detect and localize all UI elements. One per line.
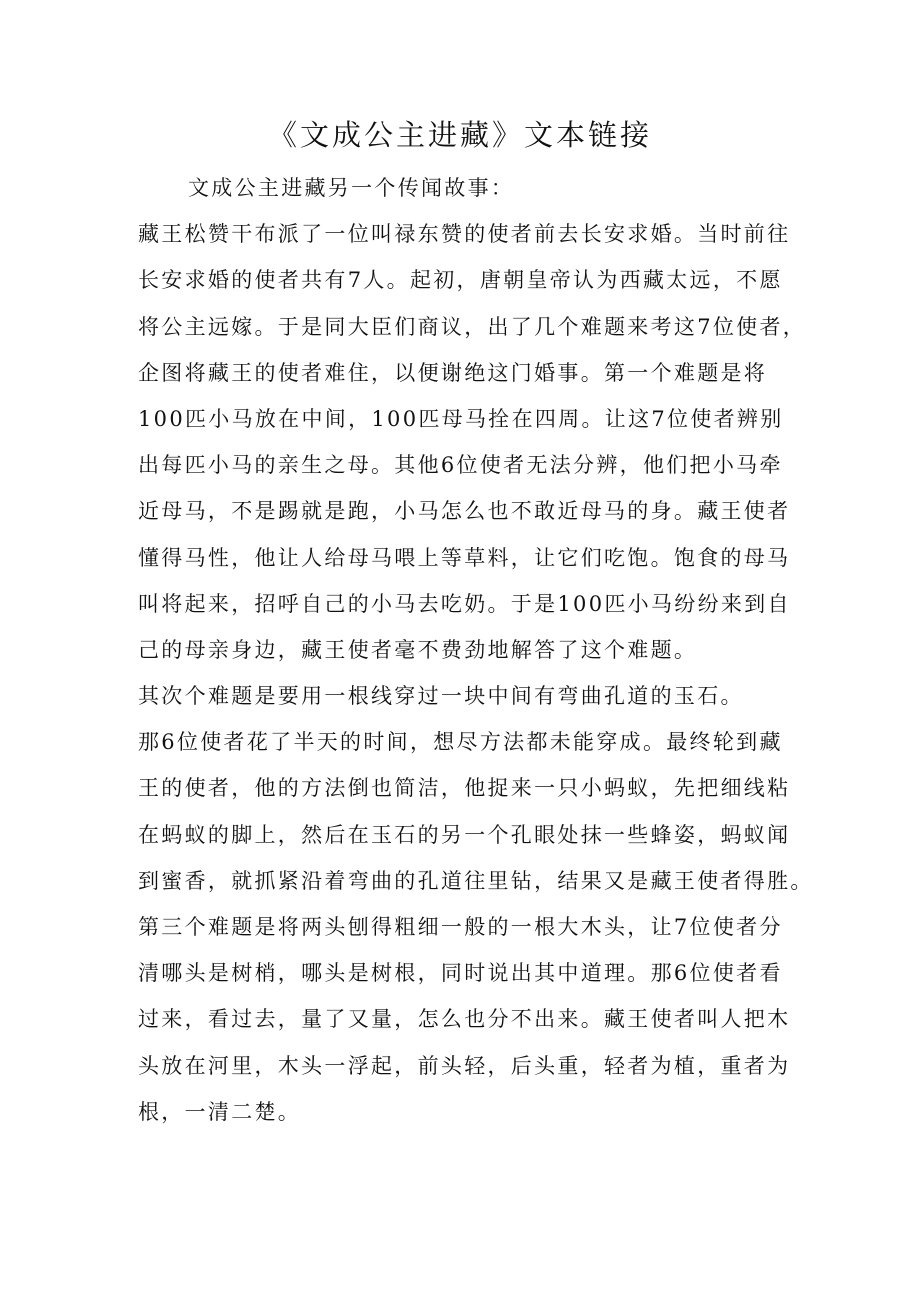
text-line: 藏王松赞干布派了一位叫禄东赞的使者前去长安求婚。当时前往 (138, 222, 791, 247)
text-line: 那6位使者花了半天的时间，想尽方法都未能穿成。最终轮到藏 (138, 730, 783, 755)
document-title: 《文成公主进藏》文本链接 (267, 118, 652, 152)
text-line: 懂得马性，他让人给母马喂上等草料，让它们吃饱。饱食的母马 (138, 545, 791, 570)
text-line: 过来，看过去，量了又量，怎么也分不出来。藏王使者叫人把木 (138, 1007, 791, 1032)
text-line: 根，一清二楚。 (138, 1099, 302, 1124)
text-line: 其次个难题是要用一根线穿过一块中间有弯曲孔道的玉石。 (138, 684, 744, 709)
text-line: 出每匹小马的亲生之母。其他6位使者无法分辨，他们把小马牵 (138, 453, 783, 478)
text-line: 100匹小马放在中间，100匹母马拴在四周。让这7位使者辨别 (138, 406, 784, 431)
subtitle-line: 文成公主进藏另一个传闻故事： (188, 176, 515, 200)
text-line: 第三个难题是将两头刨得粗细一般的一根大木头，让7位使者分 (138, 915, 783, 939)
text-line: 将公主远嫁。于是同大臣们商议，出了几个难题来考这7位使者， (138, 314, 807, 339)
text-line: 叫将起来，招呼自己的小马去吃奶。于是100匹小马纷纷来到自 (138, 591, 791, 616)
document-body (138, 165, 814, 1135)
text-line: 到蜜香，就抓紧沿着弯曲的孔道往里钻，结果又是藏王使者得胜。 (138, 868, 814, 893)
text-line: 企图将藏王的使者难住，以便谢绝这门婚事。第一个难题是将 (138, 360, 768, 385)
text-line: 近母马，不是踢就是跑，小马怎么也不敢近母马的身。藏王使者 (138, 499, 791, 524)
text-line: 头放在河里，木头一浮起，前头轻，后头重，轻者为植，重者为 (138, 1053, 791, 1078)
text-line: 在蚂蚁的脚上，然后在玉石的另一个孔眼处抹一些蜂姿，蚂蚁闻 (138, 822, 791, 847)
text-line: 王的使者，他的方法倒也简洁，他捉来一只小蚂蚁，先把细线粘 (138, 776, 791, 801)
text-line: 清哪头是树梢，哪头是树根，同时说出其中道理。那6位使者看 (138, 961, 783, 986)
text-line: 己的母亲身边，藏王使者毫不费劲地解答了这个难题。 (138, 637, 698, 662)
text-line: 长安求婚的使者共有7人。起初，唐朝皇帝认为西藏太远，不愿 (138, 268, 783, 293)
